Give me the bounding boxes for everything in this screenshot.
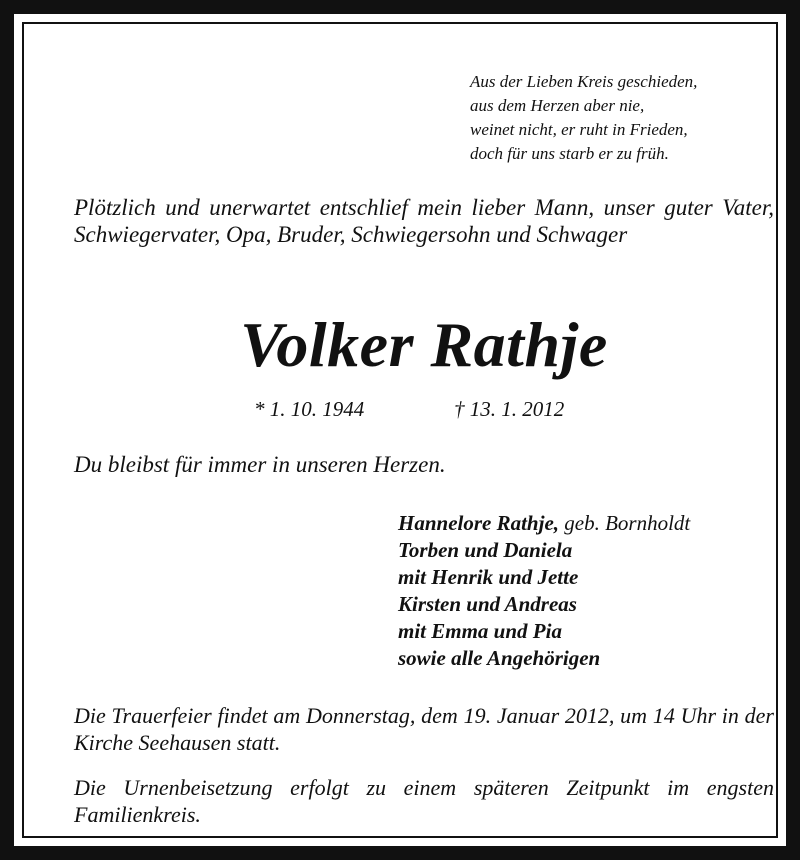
intro-text: Plötzlich und unerwartet entschlief mein lieber Mann, unser guter Vater, Schwiegervater, Opa, Bruder, Schwiegersohn und Schwager (74, 195, 774, 247)
birth-date: * 1. 10. 1944 (254, 397, 365, 421)
memorial-poem (470, 70, 770, 166)
mourner-line: mit Emma und Pia (398, 619, 562, 643)
mourner-line: mit Henrik und Jette (398, 565, 579, 589)
mourner-line (398, 510, 778, 537)
funeral-service-info: Die Trauerfeier findet am Donnerstag, dem 19. Januar 2012, um 14 Uhr in der Kirche Seehausen statt. (74, 703, 774, 755)
mourner-maiden-name: geb. Bornholdt (559, 511, 691, 535)
poem-line: Aus der Lieben Kreis geschieden, (470, 72, 698, 91)
deceased-name: Volker Rathje (240, 309, 608, 380)
poem-line: aus dem Herzen aber nie, (470, 96, 645, 115)
mourner-line: Kirsten und Andreas (398, 592, 577, 616)
poem-line: doch für uns starb er zu früh. (470, 144, 669, 163)
memorial-motto: Du bleibst für immer in unseren Herzen. (74, 452, 446, 477)
mourner-line: Torben und Daniela (398, 538, 573, 562)
poem-line: weinet nicht, er ruht in Frieden, (470, 120, 688, 139)
mourner-spouse-name: Hannelore Rathje, (398, 511, 560, 535)
death-date: † 13. 1. 2012 (454, 397, 565, 421)
mourning-frame-inner-line (22, 22, 778, 838)
mourners-list (398, 510, 778, 672)
urn-burial-info: Die Urnenbeisetzung erfolgt zu einem späteren Zeitpunkt im engsten Familienkreis. (74, 775, 774, 827)
life-dates (74, 396, 774, 422)
mourner-line: sowie alle Angehörigen (398, 646, 601, 670)
